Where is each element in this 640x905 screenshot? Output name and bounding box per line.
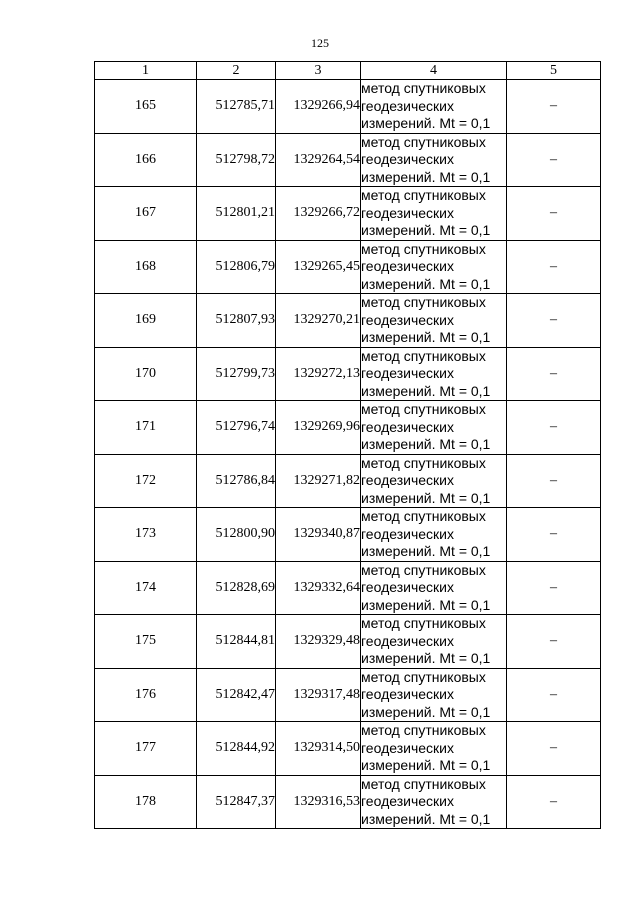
column-header-1: 1	[95, 62, 197, 80]
point-number: 166	[95, 133, 197, 187]
method-line: метод спутниковых	[361, 561, 486, 578]
coordinate-x: 512798,72	[197, 133, 276, 187]
method-line: измерений. Mt = 0,1	[361, 329, 491, 345]
measurement-method	[361, 668, 507, 722]
method-line: геодезических	[361, 418, 454, 435]
note-dash: –	[507, 187, 601, 241]
coordinate-x: 512806,79	[197, 240, 276, 294]
method-line: измерений. Mt = 0,1	[361, 703, 491, 720]
coordinate-y: 1329265,45	[276, 240, 361, 294]
point-number: 175	[95, 615, 197, 669]
point-number: 177	[95, 722, 197, 776]
point-number: 169	[95, 294, 197, 348]
point-number: 178	[95, 775, 197, 829]
table-row	[95, 775, 601, 829]
coordinate-y: 1329266,72	[276, 187, 361, 241]
measurement-method	[361, 508, 507, 562]
note-dash: –	[507, 561, 601, 615]
coordinate-x: 512785,71	[197, 80, 276, 134]
measurement-method	[361, 561, 507, 615]
table-row	[95, 187, 601, 241]
method-line: метод спутниковых	[361, 80, 486, 96]
note-dash: –	[507, 401, 601, 455]
coordinate-x: 512844,81	[197, 615, 276, 669]
point-number: 173	[95, 508, 197, 562]
table-row	[95, 401, 601, 455]
method-line: метод спутниковых	[361, 294, 486, 310]
coordinate-y: 1329269,96	[276, 401, 361, 455]
method-line: измерений. Mt = 0,1	[361, 810, 491, 827]
measurement-method	[361, 240, 507, 294]
table-row	[95, 80, 601, 134]
measurement-method	[361, 80, 507, 134]
table-row	[95, 133, 601, 187]
coordinate-y: 1329270,21	[276, 294, 361, 348]
note-dash: –	[507, 508, 601, 562]
coordinate-y: 1329272,13	[276, 347, 361, 401]
column-header-4: 4	[361, 62, 507, 80]
note-dash: –	[507, 133, 601, 187]
point-number: 171	[95, 401, 197, 455]
measurement-method	[361, 347, 507, 401]
method-line: измерений. Mt = 0,1	[361, 168, 491, 185]
method-line: измерений. Mt = 0,1	[361, 757, 491, 773]
column-header-5: 5	[507, 62, 601, 80]
column-header-2: 2	[197, 62, 276, 80]
measurement-method	[361, 401, 507, 455]
method-line: геодезических	[361, 579, 454, 595]
note-dash: –	[507, 347, 601, 401]
page-number: 125	[311, 36, 329, 50]
method-line: измерений. Mt = 0,1	[361, 275, 491, 292]
table-row	[95, 240, 601, 294]
table-row	[95, 294, 601, 348]
method-line: измерений. Mt = 0,1	[361, 650, 491, 666]
coordinate-x: 512796,74	[197, 401, 276, 455]
table-header-row	[95, 62, 601, 80]
column-header-3: 3	[276, 62, 361, 80]
table-body	[95, 80, 601, 829]
method-line: метод спутниковых	[361, 133, 486, 150]
measurement-method	[361, 294, 507, 348]
point-number: 176	[95, 668, 197, 722]
method-line: геодезических	[361, 793, 454, 809]
table-row	[95, 347, 601, 401]
note-dash: –	[507, 668, 601, 722]
method-line: геодезических	[361, 365, 454, 381]
method-line: метод спутниковых	[361, 508, 486, 524]
table-row	[95, 454, 601, 508]
method-line: метод спутниковых	[361, 775, 486, 792]
method-line: измерений. Mt = 0,1	[361, 115, 491, 131]
method-line: метод спутниковых	[361, 187, 486, 203]
method-line: геодезических	[361, 686, 454, 702]
coordinate-y: 1329266,94	[276, 80, 361, 134]
coordinate-x: 512799,73	[197, 347, 276, 401]
coordinate-y: 1329332,64	[276, 561, 361, 615]
method-line: геодезических	[361, 204, 454, 221]
note-dash: –	[507, 454, 601, 508]
method-line: измерений. Mt = 0,1	[361, 543, 491, 559]
coordinate-x: 512807,93	[197, 294, 276, 348]
note-dash: –	[507, 240, 601, 294]
method-line: геодезических	[361, 151, 454, 167]
measurement-method	[361, 722, 507, 776]
coordinate-y: 1329329,48	[276, 615, 361, 669]
note-dash: –	[507, 775, 601, 829]
method-line: геодезических	[361, 311, 454, 328]
table-row	[95, 722, 601, 776]
point-number: 167	[95, 187, 197, 241]
method-line: геодезических	[361, 632, 454, 649]
method-line: измерений. Mt = 0,1	[361, 489, 491, 506]
method-line: геодезических	[361, 258, 454, 274]
method-line: измерений. Mt = 0,1	[361, 596, 491, 613]
method-line: измерений. Mt = 0,1	[361, 436, 491, 452]
measurement-method	[361, 775, 507, 829]
coordinates-table	[94, 61, 601, 829]
note-dash: –	[507, 80, 601, 134]
coordinate-x: 512842,47	[197, 668, 276, 722]
measurement-method	[361, 133, 507, 187]
coordinate-y: 1329271,82	[276, 454, 361, 508]
coordinate-x: 512844,92	[197, 722, 276, 776]
method-line: метод спутниковых	[361, 401, 486, 417]
coordinate-x: 512828,69	[197, 561, 276, 615]
method-line: измерений. Mt = 0,1	[361, 382, 491, 399]
method-line: геодезических	[361, 472, 454, 488]
coordinate-x: 512786,84	[197, 454, 276, 508]
method-line: метод спутниковых	[361, 454, 486, 471]
point-number: 170	[95, 347, 197, 401]
note-dash: –	[507, 722, 601, 776]
point-number: 168	[95, 240, 197, 294]
note-dash: –	[507, 615, 601, 669]
method-line: геодезических	[361, 525, 454, 542]
coordinate-x: 512847,37	[197, 775, 276, 829]
method-line: геодезических	[361, 97, 454, 114]
measurement-method	[361, 615, 507, 669]
coordinate-x: 512800,90	[197, 508, 276, 562]
method-line: метод спутниковых	[361, 722, 486, 738]
table-row	[95, 561, 601, 615]
coordinate-y: 1329314,50	[276, 722, 361, 776]
method-line: метод спутниковых	[361, 240, 486, 257]
coordinate-y: 1329340,87	[276, 508, 361, 562]
table-row	[95, 508, 601, 562]
point-number: 165	[95, 80, 197, 134]
table-row	[95, 668, 601, 722]
method-line: метод спутниковых	[361, 668, 486, 685]
method-line: метод спутниковых	[361, 615, 486, 631]
method-line: метод спутниковых	[361, 347, 486, 364]
coordinate-y: 1329316,53	[276, 775, 361, 829]
method-line: геодезических	[361, 739, 454, 756]
point-number: 172	[95, 454, 197, 508]
measurement-method	[361, 454, 507, 508]
note-dash: –	[507, 294, 601, 348]
table-row	[95, 615, 601, 669]
method-line: измерений. Mt = 0,1	[361, 222, 491, 238]
point-number: 174	[95, 561, 197, 615]
coordinate-y: 1329317,48	[276, 668, 361, 722]
coordinate-x: 512801,21	[197, 187, 276, 241]
coordinate-y: 1329264,54	[276, 133, 361, 187]
measurement-method	[361, 187, 507, 241]
